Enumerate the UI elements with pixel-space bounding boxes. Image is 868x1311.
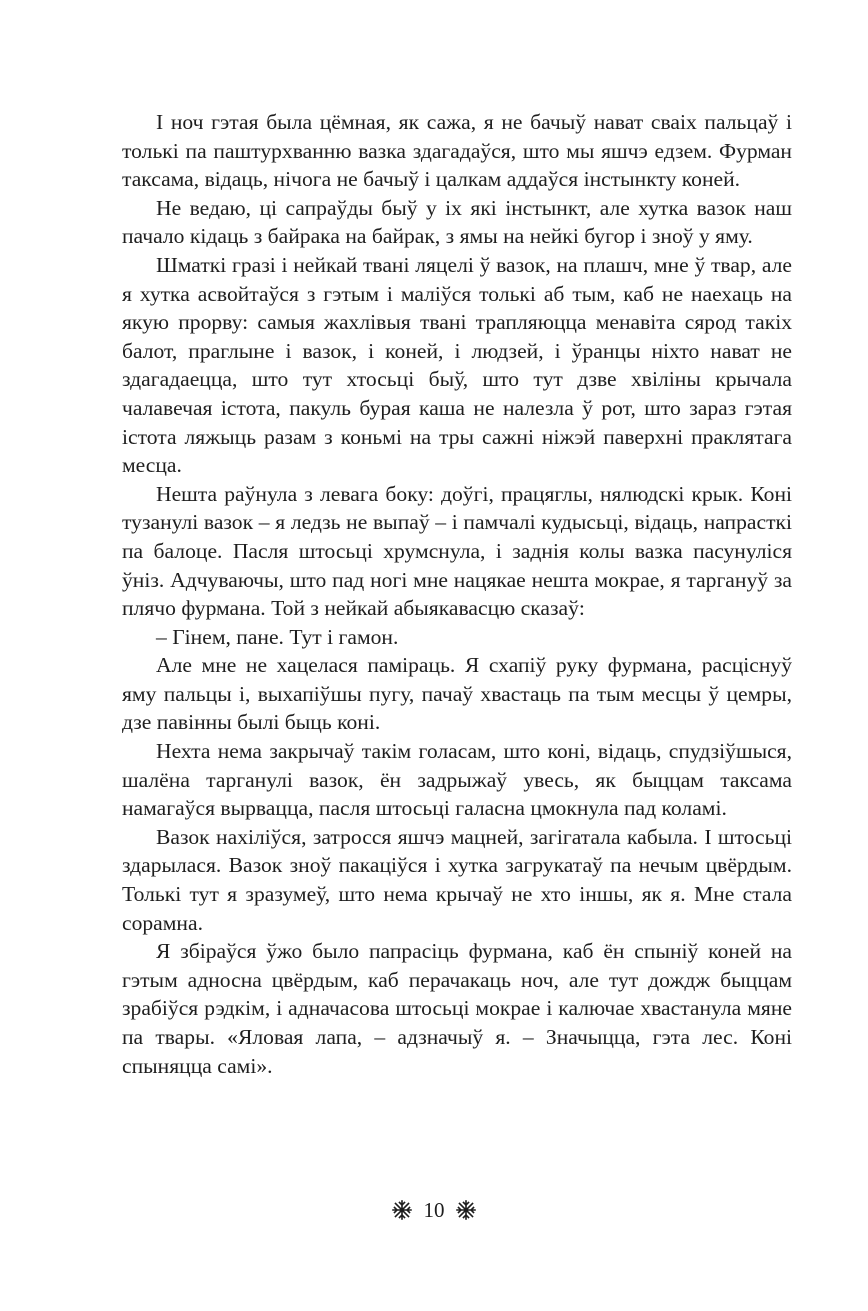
paragraph: – Гінем, пане. Тут і гамон.	[156, 624, 399, 649]
paragraph: І ноч гэтая была цёмная, як сажа, я не бачыў нават сваіх пальцаў і толькі па паштурхванню вазка здагадаўся, што мы яшчэ едзем. Фурман таксама, відаць, нічога не бачыў і цалкам аддаўся інстынкту коней.	[122, 110, 792, 192]
paragraph: Шматкі гразі і нейкай твані ляцелі ў вазок, на плашч, мне ў твар, але я хутка асвойтаўся з гэтым і маліўся толькі аб тым, каб не наехаць на якую прорву: самыя жахлівыя твані трапляюцца менавіта сярод такіх балот, праглыне і вазок, і коней, і людзей, і ўранцы ніхто нават не здагадаецца, што тут хтосьці быў, што тут дзве хвіліны крычала чалавечая істота, пакуль бурая каша не налезла ў рот, што зараз гэтая істота ляжыць разам з коньмі на тры сажні ніжэй паверхні праклятага месца.	[122, 252, 792, 478]
page-number: 10	[423, 1198, 445, 1222]
snowflake-ornament-icon	[392, 1200, 412, 1220]
page-footer	[0, 1196, 868, 1224]
paragraph: Нешта раўнула з левага боку: доўгі, працяглы, нялюдскі крык. Коні тузанулі вазок – я ледзь не выпаў – і памчалі кудысьці, відаць, напрасткі па балоце. Пасля штосьці хрумснула, і заднія колы вазка пасунуліся ўніз. Адчуваючы, што пад ногі мне нацякае нешта мокрае, я таргануў за плячо фурмана. Той з нейкай абыякавасцю сказаў:	[122, 481, 792, 621]
paragraph: Вазок нахіліўся, затросся яшчэ мацней, загігатала кабыла. І штосьці здарылася. Вазок зноў пакаціўся і хутка загрукатаў па нечым цвёрдым. Толькі тут я зразумеў, што нема крычаў не хто іншы, як я. Мне стала сорамна.	[122, 824, 792, 935]
body-text	[122, 108, 792, 1080]
paragraph: Я збіраўся ўжо было папрасіць фурмана, каб ён спыніў коней на гэтым адносна цвёрдым, каб перачакаць ноч, але тут дождж быццам зрабіўся рэдкім, і адначасова штосьці мокрае і калючае хвастанула мяне па твары. «Яловая лапа, – адзначыў я. – Значыцца, гэта лес. Коні спыняцца самі».	[122, 939, 792, 1078]
snowflake-ornament-icon	[456, 1200, 476, 1220]
paragraph: Але мне не хацелася паміраць. Я схапіў руку фурмана, расціснуў яму пальцы і, выхапіўшы пугу, пачаў хвастаць па тым месцы ў цемры, дзе павінны былі быць коні.	[122, 653, 792, 735]
paragraph: Не ведаю, ці сапраўды быў у іх які інстынкт, але хутка вазок наш пачало кідаць з байрака на байрак, з ямы на нейкі бугор і зноў у яму.	[122, 195, 792, 249]
paragraph: Нехта нема закрычаў такім голасам, што коні, відаць, спудзіўшыся, шалёна тарганулі вазок, ён задрыжаў увесь, як быццам таксама намагаўся вырвацца, пасля штосьці галасна цмокнула пад коламі.	[122, 739, 792, 821]
